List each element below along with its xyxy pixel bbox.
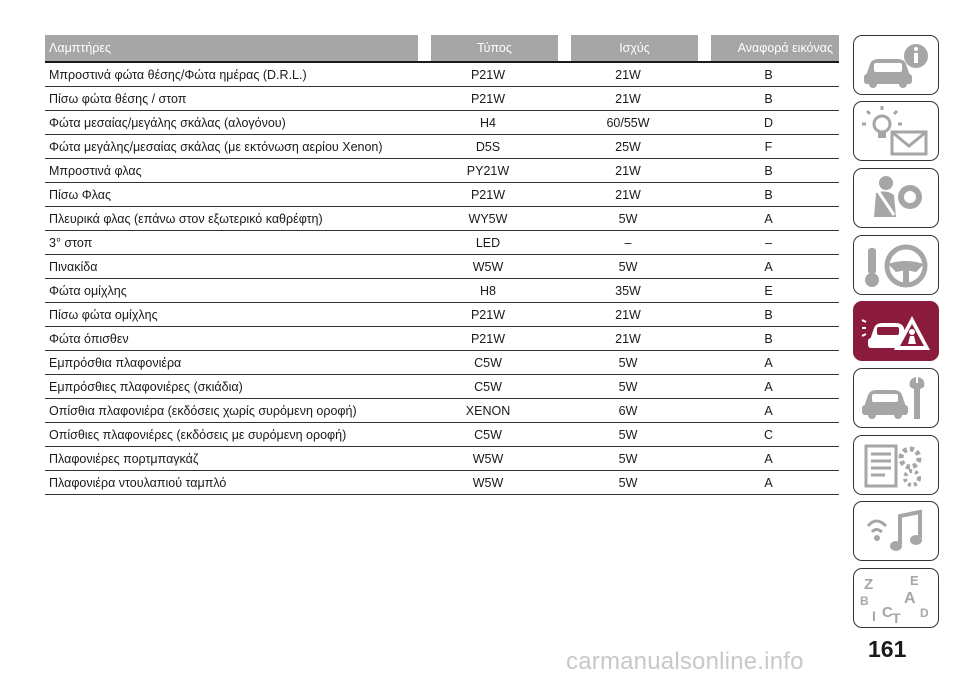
cell-power: 5W xyxy=(558,471,698,495)
tab-multimedia[interactable] xyxy=(853,501,939,561)
cell-type: W5W xyxy=(418,447,558,471)
cell-power: 21W xyxy=(558,62,698,87)
cell-type: W5W xyxy=(418,255,558,279)
cell-power: 21W xyxy=(558,87,698,111)
table-row xyxy=(45,183,839,207)
table-row xyxy=(45,207,839,231)
cell-figure-ref: A xyxy=(698,255,839,279)
page-number: 161 xyxy=(868,636,907,662)
cell-type: P21W xyxy=(418,303,558,327)
cell-figure-ref: A xyxy=(698,471,839,495)
cell-figure-ref: A xyxy=(698,351,839,375)
cell-power: 5W xyxy=(558,207,698,231)
cell-bulb: 3° στοπ xyxy=(45,231,418,255)
table-body xyxy=(45,62,839,495)
cell-figure-ref: D xyxy=(698,111,839,135)
cell-bulb: Πλαφονιέρες πορτμπαγκάζ xyxy=(45,447,418,471)
svg-text:Z: Z xyxy=(864,576,874,593)
cell-bulb: Φώτα μεσαίας/μεγάλης σκάλας (αλογόνου) xyxy=(45,111,418,135)
tab-safety[interactable] xyxy=(853,168,939,228)
cell-figure-ref: B xyxy=(698,183,839,207)
cell-figure-ref: A xyxy=(698,447,839,471)
cell-figure-ref: A xyxy=(698,207,839,231)
cell-bulb: Πλευρικά φλας (επάνω στον εξωτερικό καθρέφτη) xyxy=(45,207,418,231)
cell-bulb: Οπίσθια πλαφονιέρα (εκδόσεις χωρίς συρόμενη οροφή) xyxy=(45,399,418,423)
tab-emergency[interactable] xyxy=(853,301,939,361)
index-letters-icon xyxy=(860,573,932,623)
cell-power: 25W xyxy=(558,135,698,159)
tab-technical-data[interactable] xyxy=(853,435,939,495)
header-figure-reference: Αναφορά εικόνας xyxy=(711,35,839,62)
cell-bulb: Πίσω φώτα ομίχλης xyxy=(45,303,418,327)
cell-figure-ref: A xyxy=(698,375,839,399)
cell-type: XENON xyxy=(418,399,558,423)
svg-text:E: E xyxy=(910,573,919,588)
cell-power: 5W xyxy=(558,351,698,375)
svg-text:I: I xyxy=(872,608,876,623)
tab-index[interactable] xyxy=(853,568,939,628)
cell-type: WY5W xyxy=(418,207,558,231)
bulb-table-container xyxy=(45,35,839,495)
cell-figure-ref: B xyxy=(698,327,839,351)
svg-text:D: D xyxy=(920,606,929,620)
cell-type: C5W xyxy=(418,423,558,447)
table-row xyxy=(45,303,839,327)
cell-figure-ref: B xyxy=(698,159,839,183)
warning-lights-icon xyxy=(860,106,932,156)
cell-type: P21W xyxy=(418,62,558,87)
table-row xyxy=(45,111,839,135)
svg-text:A: A xyxy=(904,590,916,607)
cell-type: H4 xyxy=(418,111,558,135)
cell-type: C5W xyxy=(418,351,558,375)
cell-power: – xyxy=(558,231,698,255)
cell-type: P21W xyxy=(418,183,558,207)
cell-bulb: Μπροστινά φώτα θέσης/Φώτα ημέρας (D.R.L.) xyxy=(45,62,418,87)
cell-figure-ref: B xyxy=(698,303,839,327)
cell-figure-ref: A xyxy=(698,399,839,423)
car-info-icon xyxy=(860,40,932,90)
cell-figure-ref: B xyxy=(698,87,839,111)
cell-power: 5W xyxy=(558,423,698,447)
cell-bulb: Πλαφονιέρα ντουλαπιού ταμπλό xyxy=(45,471,418,495)
bulb-specifications-table xyxy=(45,35,839,495)
table-row xyxy=(45,423,839,447)
table-row xyxy=(45,255,839,279)
cell-type: P21W xyxy=(418,87,558,111)
technical-data-icon xyxy=(860,440,932,490)
cell-type: C5W xyxy=(418,375,558,399)
header-type: Τύπος xyxy=(431,35,558,62)
cell-type: H8 xyxy=(418,279,558,303)
multimedia-icon xyxy=(860,506,932,556)
cell-power: 60/55W xyxy=(558,111,698,135)
cell-figure-ref: C xyxy=(698,423,839,447)
table-row xyxy=(45,231,839,255)
cell-type: P21W xyxy=(418,327,558,351)
car-maintenance-icon xyxy=(860,373,932,423)
cell-power: 21W xyxy=(558,183,698,207)
svg-text:C: C xyxy=(882,604,893,621)
table-row xyxy=(45,351,839,375)
table-row xyxy=(45,327,839,351)
cell-type: LED xyxy=(418,231,558,255)
table-row xyxy=(45,399,839,423)
cell-bulb: Πίσω φώτα θέσης / στοπ xyxy=(45,87,418,111)
table-row xyxy=(45,279,839,303)
table-row xyxy=(45,471,839,495)
table-row xyxy=(45,62,839,87)
cell-bulb: Οπίσθιες πλαφονιέρες (εκδόσεις με συρόμενη οροφή) xyxy=(45,423,418,447)
cell-type: W5W xyxy=(418,471,558,495)
table-row xyxy=(45,87,839,111)
steering-wheel-icon xyxy=(860,240,932,290)
cell-figure-ref: – xyxy=(698,231,839,255)
cell-figure-ref: B xyxy=(698,62,839,87)
cell-power: 6W xyxy=(558,399,698,423)
tab-warning-lights[interactable] xyxy=(853,101,939,161)
table-row xyxy=(45,135,839,159)
cell-figure-ref: F xyxy=(698,135,839,159)
cell-power: 5W xyxy=(558,447,698,471)
car-emergency-icon xyxy=(860,306,932,356)
cell-power: 5W xyxy=(558,375,698,399)
header-power: Ισχύς xyxy=(571,35,698,62)
tab-car-info[interactable] xyxy=(853,35,939,95)
header-bulbs: Λαμπτήρες xyxy=(45,35,418,62)
tab-starting-driving[interactable] xyxy=(853,235,939,295)
cell-type: PY21W xyxy=(418,159,558,183)
svg-text:T: T xyxy=(892,610,901,623)
svg-text:B: B xyxy=(860,594,869,608)
cell-power: 21W xyxy=(558,159,698,183)
cell-bulb: Μπροστινά φλας xyxy=(45,159,418,183)
cell-bulb: Πίσω Φλας xyxy=(45,183,418,207)
cell-power: 21W xyxy=(558,327,698,351)
cell-power: 21W xyxy=(558,303,698,327)
watermark: carmanualsonline.info xyxy=(566,648,804,675)
cell-type: D5S xyxy=(418,135,558,159)
cell-bulb: Πινακίδα xyxy=(45,255,418,279)
cell-figure-ref: E xyxy=(698,279,839,303)
table-header-row xyxy=(45,35,839,62)
cell-bulb: Φώτα μεγάλης/μεσαίας σκάλας (με εκτόνωση αερίου Xenon) xyxy=(45,135,418,159)
table-row xyxy=(45,447,839,471)
cell-bulb: Φώτα ομίχλης xyxy=(45,279,418,303)
cell-bulb: Φώτα όπισθεν xyxy=(45,327,418,351)
cell-power: 5W xyxy=(558,255,698,279)
cell-power: 35W xyxy=(558,279,698,303)
cell-bulb: Εμπρόσθιες πλαφονιέρες (σκιάδια) xyxy=(45,375,418,399)
table-row xyxy=(45,159,839,183)
cell-bulb: Εμπρόσθια πλαφονιέρα xyxy=(45,351,418,375)
seat-belt-airbag-icon xyxy=(860,173,932,223)
tab-maintenance[interactable] xyxy=(853,368,939,428)
table-row xyxy=(45,375,839,399)
